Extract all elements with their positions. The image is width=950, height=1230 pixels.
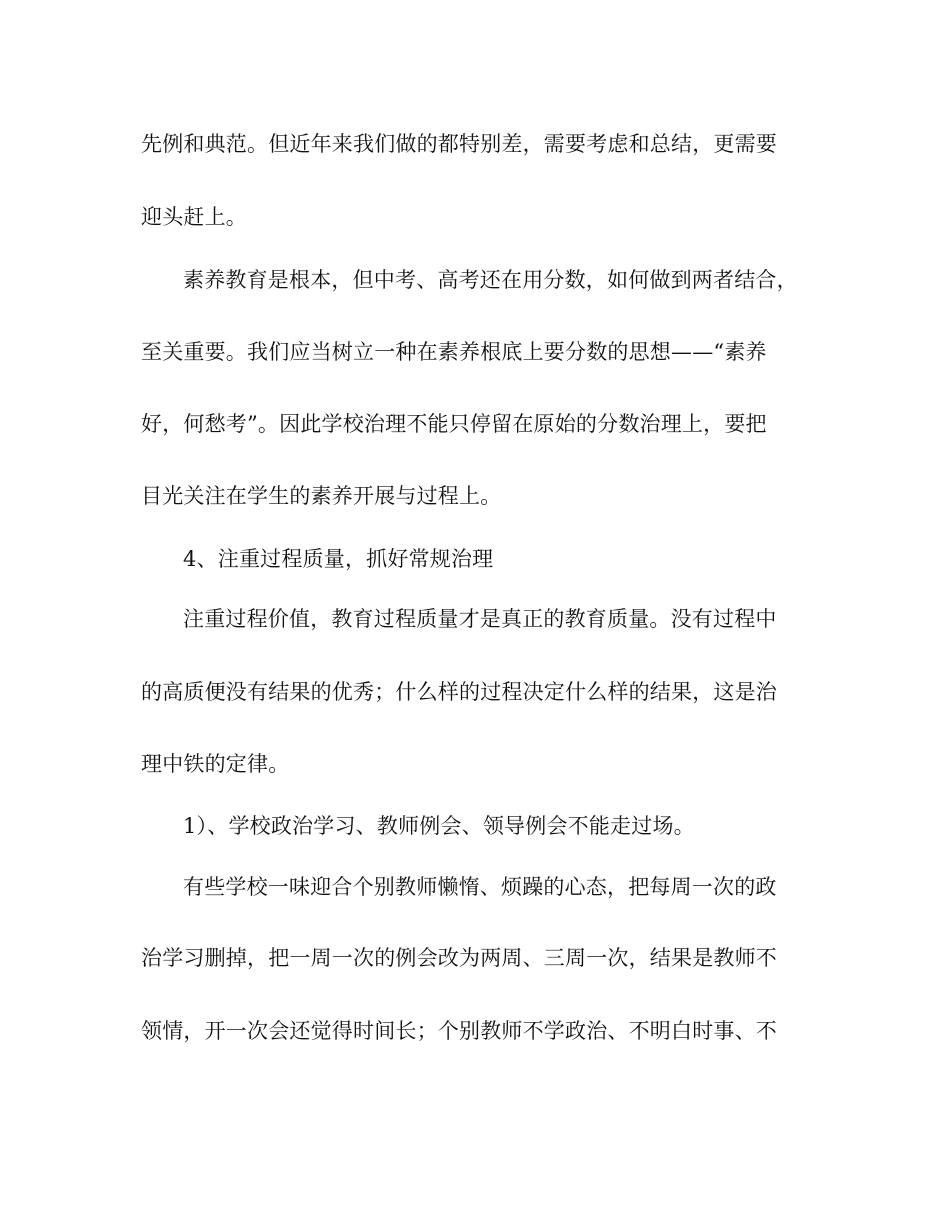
section-heading: 4、注重过程质量，抓好常规治理 [183, 547, 494, 571]
paragraph-first-line: 有些学校一味迎合个别教师懒惰、烦躁的心态，把每周一次的政 [183, 875, 777, 899]
text-line: 目光关注在学生的素养开展与过程上。 [141, 484, 502, 508]
paragraph-first-line: 注重过程价值，教育过程质量才是真正的教育质量。没有过程中 [183, 607, 777, 631]
text-line: 理中铁的定律。 [141, 752, 290, 776]
subsection-heading: 1）、学校政治学习、教师例会、领导例会不能走过场。 [183, 814, 695, 838]
text-line: 迎头赶上。 [141, 205, 247, 229]
text-line: 先例和典范。但近年来我们做的都特别差，需要考虑和总结，更需要 [141, 132, 777, 156]
text-line: 的高质便没有结果的优秀；什么样的过程决定什么样的结果，这是治 [141, 680, 777, 704]
text-line: 领情，开一次会还觉得时间长；个别教师不学政治、不明白时事、不 [141, 1019, 777, 1043]
text-line: 治学习删掉，把一周一次的例会改为两周、三周一次，结果是教师不 [141, 946, 777, 970]
paragraph-first-line: 素养教育是根本，但中考、高考还在用分数，如何做到两者结合， [183, 268, 798, 292]
text-line: 好，何愁考”。因此学校治理不能只停留在原始的分数治理上，要把 [141, 412, 767, 436]
text-line: 至关重要。我们应当树立一种在素养根底上要分数的思想——“素养 [141, 340, 767, 364]
